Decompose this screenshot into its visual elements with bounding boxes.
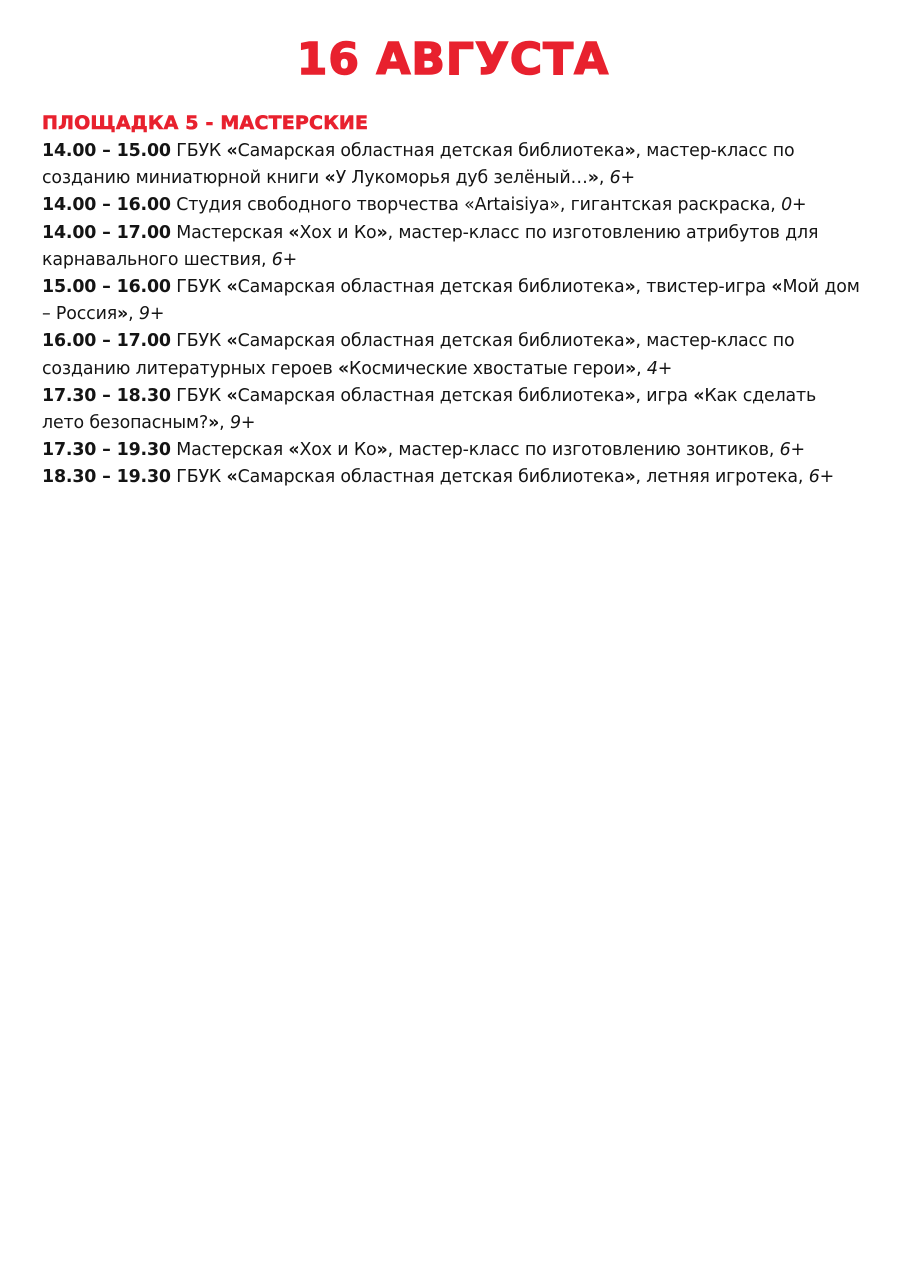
entry-organizer: Хох и Ко [299, 440, 377, 461]
quote-close: » [624, 141, 636, 161]
page-title: 16 АВГУСТА [296, 34, 610, 85]
entry-text: Студия свободного творчества «Artaisiya», гигантская раскраска, [170, 195, 782, 216]
entry-text: ГБУК [170, 467, 227, 488]
entry-time: 18.30 – 19.30 [42, 467, 171, 488]
schedule-list [42, 138, 862, 492]
quote-open: « [288, 440, 300, 461]
entry-text: , твистер-игра [635, 277, 772, 298]
entry-title: Как сделать лето безопасным? [42, 385, 817, 434]
entry-text: , [219, 413, 230, 434]
schedule-entry [42, 138, 862, 192]
quote-close: » [587, 168, 599, 189]
entry-time: 17.30 – 18.30 [42, 385, 171, 406]
entry-text: , [636, 358, 647, 379]
entry-time: 15.00 – 16.00 [42, 277, 171, 298]
quote-close: » [624, 385, 636, 406]
entry-time: 14.00 – 16.00 [42, 195, 171, 216]
entry-text: , мастер-класс по изготовлению зонтиков, [387, 440, 780, 461]
quote-open: « [324, 168, 336, 189]
entry-time: 16.00 – 17.00 [42, 331, 171, 352]
schedule-entry [42, 383, 862, 437]
quote-open: « [288, 222, 300, 243]
quote-open: « [337, 358, 350, 379]
schedule-entry [42, 220, 862, 274]
quote-close: » [624, 331, 636, 352]
entry-title: Мой дом – Россия [42, 277, 860, 325]
entry-text: , игра [635, 385, 694, 406]
quote-close: » [624, 277, 636, 298]
age-rating: 4+ [646, 358, 673, 379]
entry-text: ГБУК [170, 141, 227, 161]
entry-text: Мастерская [170, 440, 289, 461]
age-rating: 9+ [229, 413, 256, 434]
quote-close: » [117, 304, 129, 325]
age-rating: 6+ [779, 440, 805, 461]
entry-text: , мастер-класс по изготовлению атрибутов для карнавального шествия, [42, 222, 819, 270]
age-rating: 6+ [609, 168, 635, 189]
entry-text: ГБУК [170, 277, 227, 298]
entry-time: 14.00 – 15.00 [42, 141, 171, 161]
entry-text: , [128, 304, 139, 325]
entry-title: Космические хвостатые герои [349, 358, 625, 379]
entry-organizer: Самарская областная детская библиотека [237, 331, 625, 352]
quote-close: » [376, 222, 388, 243]
entry-text: , мастер-класс по созданию миниатюрной книги [42, 141, 795, 189]
entry-text: Мастерская [170, 222, 289, 243]
age-rating: 9+ [138, 304, 165, 325]
age-rating: 6+ [808, 467, 835, 488]
quote-close: » [376, 440, 388, 461]
entry-title: У Лукоморья дуб зелёный… [335, 168, 588, 189]
entry-text: ГБУК [170, 331, 227, 352]
entry-time: 17.30 – 19.30 [42, 440, 171, 461]
section-heading: ПЛОЩАДКА 5 - МАСТЕРСКИЕ [42, 112, 369, 134]
quote-open: « [693, 385, 705, 406]
age-rating: 6+ [271, 249, 298, 270]
schedule-entry [42, 192, 862, 219]
entry-organizer: Самарская областная детская библиотека [237, 467, 625, 488]
entry-text: , летняя игротека, [635, 467, 809, 488]
entry-text: ГБУК [170, 385, 227, 406]
schedule-entry [42, 328, 862, 382]
entry-time: 14.00 – 17.00 [42, 222, 171, 243]
quote-open: « [226, 385, 238, 406]
quote-open: « [226, 277, 238, 298]
quote-open: « [226, 331, 238, 352]
entry-text: , [598, 168, 610, 189]
entry-organizer: Самарская областная детская библиотека [237, 385, 625, 406]
quote-open: « [226, 141, 238, 161]
entry-text: , мастер-класс по созданию литературных героев [42, 331, 795, 379]
quote-open: « [226, 467, 238, 488]
schedule-entry [42, 437, 862, 464]
entry-organizer: Самарская областная детская библиотека [237, 277, 625, 298]
quote-open: « [771, 277, 783, 298]
schedule-entry [42, 274, 862, 328]
quote-close: » [208, 413, 220, 434]
entry-organizer: Самарская областная детская библиотека [237, 141, 625, 161]
schedule-entry [42, 464, 862, 491]
quote-close: » [624, 467, 636, 488]
age-rating: 0+ [781, 195, 807, 216]
quote-close: » [624, 358, 637, 379]
entry-organizer: Хох и Ко [299, 222, 377, 243]
